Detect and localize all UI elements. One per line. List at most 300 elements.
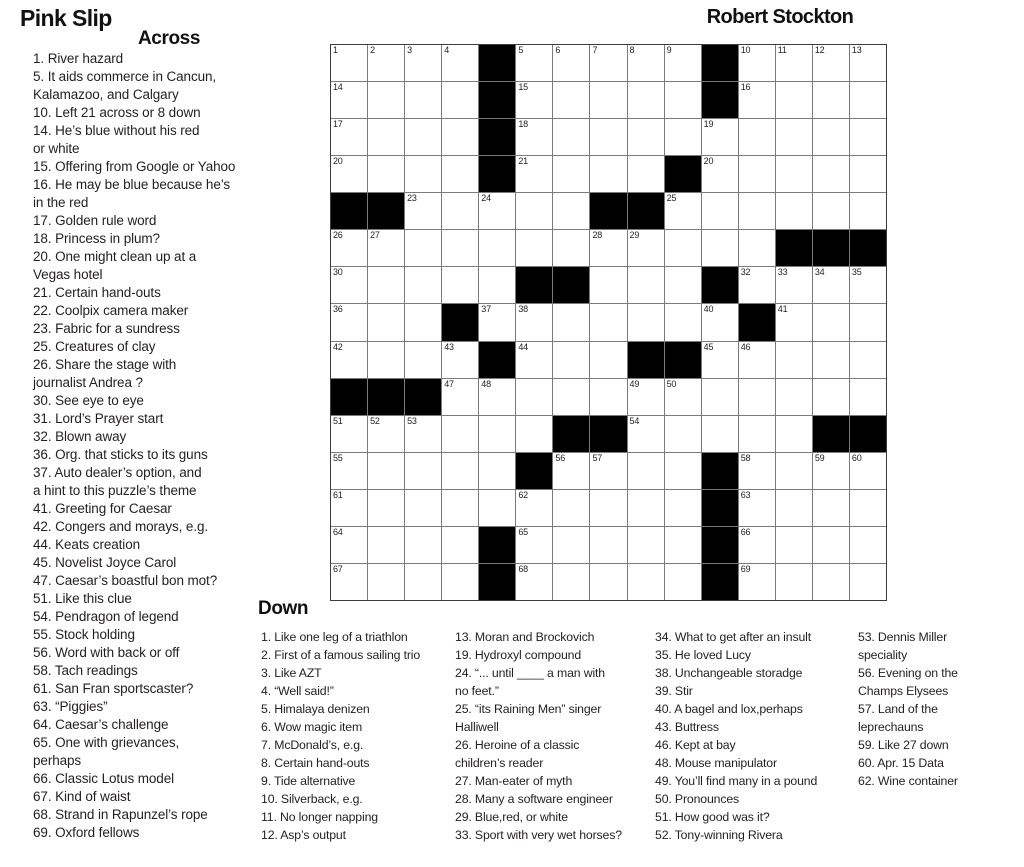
- clue-line: 22. Coolpix camera maker: [33, 303, 189, 318]
- clue-line: 14. He’s blue without his red: [33, 123, 200, 138]
- grid-cell[interactable]: [553, 379, 589, 415]
- grid-cell[interactable]: [590, 564, 626, 600]
- clue-line: Kalamazoo, and Calgary: [33, 87, 179, 102]
- cell-number: 6: [555, 45, 561, 55]
- grid-cell[interactable]: [553, 45, 589, 81]
- clue-line: 10. Left 21 across or 8 down: [33, 105, 201, 120]
- cell-number: 57: [592, 452, 603, 463]
- grid-cell[interactable]: [628, 119, 664, 155]
- grid-cell[interactable]: [405, 304, 441, 340]
- grid-cell[interactable]: [702, 304, 738, 340]
- grid-cell[interactable]: [813, 304, 849, 340]
- grid-cell[interactable]: [368, 342, 404, 378]
- grid-cell[interactable]: [628, 156, 664, 192]
- grid-cell[interactable]: [368, 119, 404, 155]
- crossword-grid[interactable]: [330, 44, 887, 601]
- grid-cell[interactable]: [516, 82, 552, 118]
- grid-cell[interactable]: [739, 416, 775, 452]
- grid-cell[interactable]: [850, 193, 886, 229]
- grid-cell[interactable]: [665, 267, 701, 303]
- grid-cell[interactable]: [479, 230, 515, 266]
- cell-number: 5: [518, 45, 524, 55]
- grid-cell[interactable]: [368, 267, 404, 303]
- grid-cell[interactable]: [331, 416, 367, 452]
- grid-cell[interactable]: [331, 82, 367, 118]
- cell-number: 20: [333, 156, 343, 167]
- grid-cell[interactable]: [442, 82, 478, 118]
- grid-cell[interactable]: [442, 416, 478, 452]
- grid-cell[interactable]: [590, 379, 626, 415]
- grid-cell[interactable]: [813, 82, 849, 118]
- grid-cell-black: [739, 304, 775, 340]
- cell-number: 69: [740, 563, 751, 574]
- grid-cell[interactable]: [850, 453, 886, 489]
- grid-cell[interactable]: [850, 564, 886, 600]
- cell-number: 35: [851, 267, 862, 278]
- cell-number: 53: [407, 415, 417, 426]
- grid-cell[interactable]: [776, 119, 812, 155]
- clue-line: 23. Fabric for a sundress: [33, 321, 180, 336]
- clue-line: in the red: [33, 195, 89, 210]
- grid-cell[interactable]: [813, 156, 849, 192]
- grid-cell[interactable]: [739, 379, 775, 415]
- cell-number: 66: [740, 526, 751, 537]
- cell-number: 24: [481, 193, 491, 204]
- grid-cell[interactable]: [405, 564, 441, 600]
- grid-cell[interactable]: [776, 416, 812, 452]
- grid-cell[interactable]: [368, 453, 404, 489]
- grid-cell-black: [702, 490, 738, 526]
- grid-cell[interactable]: [665, 453, 701, 489]
- grid-cell-black: [702, 82, 738, 118]
- clue-line: 68. Strand in Rapunzel’s rope: [33, 807, 208, 822]
- grid-cell[interactable]: [442, 564, 478, 600]
- grid-cell[interactable]: [739, 342, 775, 378]
- grid-cell[interactable]: [331, 119, 367, 155]
- clue-line: 1. River hazard: [33, 51, 124, 66]
- clue-line: 27. Man-eater of myth: [455, 774, 573, 788]
- grid-cell[interactable]: [628, 564, 664, 600]
- cell-number: 64: [333, 526, 343, 537]
- clue-line: 3. Like AZT: [261, 666, 322, 680]
- grid-cell[interactable]: [739, 267, 775, 303]
- clue-line: 34. What to get after an insult: [655, 630, 811, 644]
- grid-cell[interactable]: [590, 82, 626, 118]
- grid-cell[interactable]: [442, 193, 478, 229]
- cell-number: 56: [555, 452, 566, 463]
- grid-cell[interactable]: [553, 82, 589, 118]
- grid-cell[interactable]: [479, 379, 515, 415]
- grid-cell-black: [368, 379, 404, 415]
- grid-cell[interactable]: [590, 304, 626, 340]
- grid-cell[interactable]: [776, 527, 812, 563]
- grid-cell[interactable]: [850, 490, 886, 526]
- grid-cell[interactable]: [628, 527, 664, 563]
- cell-number: 8: [629, 45, 635, 55]
- grid-cell[interactable]: [442, 453, 478, 489]
- cell-number: 28: [592, 230, 603, 241]
- grid-cell[interactable]: [479, 267, 515, 303]
- grid-cell[interactable]: [813, 193, 849, 229]
- author-name: Robert Stockton: [706, 6, 854, 28]
- grid-cell[interactable]: [331, 527, 367, 563]
- grid-cell[interactable]: [405, 342, 441, 378]
- clue-line: 48. Mouse manipulator: [655, 756, 777, 770]
- grid-cell[interactable]: [739, 230, 775, 266]
- grid-cell[interactable]: [739, 453, 775, 489]
- cell-number: 20: [703, 156, 714, 167]
- grid-cell-black: [813, 230, 849, 266]
- clue-line: 63. “Piggies”: [33, 699, 108, 714]
- grid-cell[interactable]: [368, 416, 404, 452]
- grid-cell[interactable]: [739, 193, 775, 229]
- cell-number: 46: [740, 341, 751, 352]
- clue-line: 61. San Fran sportscaster?: [33, 681, 194, 696]
- grid-cell[interactable]: [850, 304, 886, 340]
- grid-cell[interactable]: [813, 490, 849, 526]
- grid-cell[interactable]: [442, 119, 478, 155]
- cell-number: 21: [518, 156, 528, 167]
- grid-cell[interactable]: [442, 527, 478, 563]
- grid-cell[interactable]: [479, 416, 515, 452]
- grid-cell[interactable]: [405, 230, 441, 266]
- clue-line: 26. Share the stage with: [33, 357, 177, 372]
- clue-line: 44. Keats creation: [33, 537, 141, 552]
- grid-cell-black: [702, 527, 738, 563]
- grid-cell[interactable]: [590, 156, 626, 192]
- clue-line: 9. Tide alternative: [261, 774, 356, 788]
- grid-cell[interactable]: [479, 490, 515, 526]
- grid-cell[interactable]: [813, 342, 849, 378]
- grid-cell[interactable]: [850, 45, 886, 81]
- clue-line: 25. “its Raining Men” singer: [455, 702, 602, 716]
- grid-cell[interactable]: [776, 267, 812, 303]
- grid-cell[interactable]: [739, 82, 775, 118]
- grid-cell[interactable]: [553, 156, 589, 192]
- grid-cell[interactable]: [776, 304, 812, 340]
- grid-cell[interactable]: [628, 453, 664, 489]
- grid-cell[interactable]: [516, 416, 552, 452]
- grid-cell[interactable]: [590, 119, 626, 155]
- grid-cell[interactable]: [813, 45, 849, 81]
- clue-line: 67. Kind of waist: [33, 789, 131, 804]
- grid-cell[interactable]: [442, 156, 478, 192]
- grid-cell[interactable]: [405, 45, 441, 81]
- clue-line: 41. Greeting for Caesar: [33, 501, 172, 516]
- grid-cell[interactable]: [368, 304, 404, 340]
- grid-cell[interactable]: [665, 527, 701, 563]
- clue-line: 31. Lord’s Prayer start: [33, 411, 164, 426]
- grid-cell[interactable]: [442, 267, 478, 303]
- grid-cell-black: [331, 379, 367, 415]
- grid-cell[interactable]: [368, 564, 404, 600]
- grid-cell[interactable]: [553, 230, 589, 266]
- grid-cell[interactable]: [331, 564, 367, 600]
- grid-cell[interactable]: [442, 490, 478, 526]
- cell-number: 41: [777, 304, 788, 315]
- grid-cell[interactable]: [479, 304, 515, 340]
- cell-number: 44: [518, 341, 528, 352]
- grid-cell[interactable]: [516, 45, 552, 81]
- cell-number: 19: [703, 119, 714, 130]
- grid-cell[interactable]: [368, 45, 404, 81]
- grid-cell[interactable]: [739, 490, 775, 526]
- grid-cell[interactable]: [813, 119, 849, 155]
- grid-cell-black: [628, 193, 664, 229]
- cell-number: 32: [740, 267, 751, 278]
- down-clue-list-col3: [655, 628, 817, 844]
- grid-cell[interactable]: [628, 267, 664, 303]
- cell-number: 11: [777, 45, 787, 55]
- grid-cell[interactable]: [665, 379, 701, 415]
- grid-cell[interactable]: [628, 45, 664, 81]
- clue-line: 66. Classic Lotus model: [33, 771, 175, 786]
- grid-cell[interactable]: [516, 230, 552, 266]
- grid-cell[interactable]: [702, 119, 738, 155]
- grid-cell[interactable]: [553, 342, 589, 378]
- grid-cell[interactable]: [850, 527, 886, 563]
- grid-cell[interactable]: [813, 564, 849, 600]
- grid-cell[interactable]: [850, 379, 886, 415]
- grid-cell[interactable]: [442, 45, 478, 81]
- grid-cell[interactable]: [590, 267, 626, 303]
- grid-cell[interactable]: [628, 490, 664, 526]
- clue-line: 32. Blown away: [33, 429, 127, 444]
- cell-number: 33: [777, 267, 788, 278]
- grid-cell[interactable]: [331, 342, 367, 378]
- grid-cell[interactable]: [405, 156, 441, 192]
- grid-cell-black: [628, 342, 664, 378]
- grid-cell[interactable]: [405, 119, 441, 155]
- clue-line: 1. Like one leg of a triathlon: [261, 630, 408, 644]
- grid-cell[interactable]: [368, 527, 404, 563]
- grid-cell[interactable]: [628, 304, 664, 340]
- grid-cell[interactable]: [776, 156, 812, 192]
- clue-line: 53. Dennis Miller: [858, 630, 948, 644]
- grid-cell[interactable]: [850, 156, 886, 192]
- clue-line: 17. Golden rule word: [33, 213, 157, 228]
- clue-line: 58. Tach readings: [33, 663, 138, 678]
- grid-cell[interactable]: [776, 490, 812, 526]
- cell-number: 49: [629, 378, 640, 389]
- cell-number: 37: [481, 304, 491, 315]
- clue-line: 46. Kept at bay: [655, 738, 736, 752]
- grid-cell[interactable]: [553, 490, 589, 526]
- grid-cell[interactable]: [405, 416, 441, 452]
- clue-line: 40. A bagel and lox,perhaps: [655, 702, 803, 716]
- clue-line: 19. Hydroxyl compound: [455, 648, 582, 662]
- grid-cell[interactable]: [590, 490, 626, 526]
- grid-cell[interactable]: [702, 156, 738, 192]
- grid-cell[interactable]: [628, 230, 664, 266]
- grid-cell[interactable]: [331, 453, 367, 489]
- grid-cell[interactable]: [516, 379, 552, 415]
- grid-cell[interactable]: [590, 453, 626, 489]
- grid-cell[interactable]: [739, 156, 775, 192]
- grid-cell[interactable]: [813, 527, 849, 563]
- grid-cell[interactable]: [702, 416, 738, 452]
- grid-cell[interactable]: [368, 230, 404, 266]
- clue-line: 16. He may be blue because he’s: [33, 177, 231, 192]
- grid-cell[interactable]: [516, 342, 552, 378]
- grid-cell[interactable]: [776, 82, 812, 118]
- grid-cell[interactable]: [590, 45, 626, 81]
- clue-line: 8. Certain hand-outs: [261, 756, 370, 770]
- grid-cell[interactable]: [665, 416, 701, 452]
- grid-cell[interactable]: [665, 304, 701, 340]
- grid-cell[interactable]: [516, 119, 552, 155]
- down-clue-list-col2: [455, 628, 622, 844]
- cell-number: 61: [333, 489, 343, 500]
- grid-cell[interactable]: [553, 193, 589, 229]
- grid-cell[interactable]: [850, 82, 886, 118]
- cell-number: 48: [481, 378, 491, 389]
- clue-line: 64. Caesar’s challenge: [33, 717, 169, 732]
- grid-cell[interactable]: [368, 82, 404, 118]
- grid-cell[interactable]: [442, 230, 478, 266]
- grid-cell[interactable]: [331, 267, 367, 303]
- grid-cell-black: [479, 527, 515, 563]
- grid-cell[interactable]: [665, 193, 701, 229]
- grid-cell-black: [702, 453, 738, 489]
- grid-cell[interactable]: [331, 490, 367, 526]
- clue-line: 62. Wine container: [858, 774, 958, 788]
- cell-number: 15: [518, 82, 528, 93]
- clue-line: 10. Silverback, e.g.: [261, 792, 363, 806]
- grid-cell[interactable]: [405, 267, 441, 303]
- grid-cell[interactable]: [813, 267, 849, 303]
- grid-cell[interactable]: [442, 342, 478, 378]
- grid-cell[interactable]: [553, 564, 589, 600]
- grid-cell[interactable]: [590, 527, 626, 563]
- grid-cell[interactable]: [590, 342, 626, 378]
- cell-number: 42: [333, 341, 343, 352]
- clue-line: 37. Auto dealer’s option, and: [33, 465, 202, 480]
- clue-line: 24. “... until ____ a man with: [455, 666, 605, 680]
- grid-cell[interactable]: [813, 453, 849, 489]
- clue-line: 15. Offering from Google or Yahoo: [33, 159, 236, 174]
- grid-cell[interactable]: [665, 564, 701, 600]
- grid-cell[interactable]: [776, 379, 812, 415]
- down-heading: Down: [258, 598, 309, 619]
- grid-cell-black: [813, 416, 849, 452]
- grid-cell[interactable]: [516, 193, 552, 229]
- clue-line: 36. Org. that sticks to its guns: [33, 447, 208, 462]
- grid-cell[interactable]: [739, 45, 775, 81]
- grid-cell[interactable]: [553, 304, 589, 340]
- grid-cell[interactable]: [479, 193, 515, 229]
- cell-number: 30: [333, 267, 343, 278]
- clue-line: 5. It aids commerce in Cancun,: [33, 69, 217, 84]
- grid-cell[interactable]: [553, 453, 589, 489]
- grid-cell[interactable]: [702, 379, 738, 415]
- grid-cell[interactable]: [628, 82, 664, 118]
- grid-cell[interactable]: [628, 379, 664, 415]
- grid-cell[interactable]: [331, 156, 367, 192]
- grid-cell[interactable]: [479, 453, 515, 489]
- cell-number: 51: [333, 415, 343, 426]
- clue-line: 29. Blue,red, or white: [455, 810, 568, 824]
- clue-line: 55. Stock holding: [33, 627, 135, 642]
- grid-cell[interactable]: [665, 230, 701, 266]
- grid-cell[interactable]: [665, 45, 701, 81]
- clue-line: leprechauns: [858, 720, 924, 734]
- grid-cell[interactable]: [776, 453, 812, 489]
- grid-cell[interactable]: [665, 82, 701, 118]
- grid-cell[interactable]: [331, 45, 367, 81]
- grid-cell-black: [702, 267, 738, 303]
- cell-number: 60: [851, 452, 862, 463]
- cell-number: 50: [666, 378, 677, 389]
- grid-cell[interactable]: [405, 193, 441, 229]
- grid-cell[interactable]: [628, 416, 664, 452]
- grid-cell[interactable]: [850, 342, 886, 378]
- grid-cell[interactable]: [516, 527, 552, 563]
- grid-cell[interactable]: [739, 527, 775, 563]
- grid-cell[interactable]: [405, 453, 441, 489]
- grid-cell[interactable]: [405, 490, 441, 526]
- cell-number: 54: [629, 415, 640, 426]
- grid-cell[interactable]: [368, 156, 404, 192]
- clue-line: 69. Oxford fellows: [33, 825, 140, 840]
- grid-cell[interactable]: [702, 193, 738, 229]
- grid-cell[interactable]: [405, 527, 441, 563]
- cell-number: 25: [666, 193, 677, 204]
- clue-line: Champs Elysees: [858, 684, 949, 698]
- grid-cell-black: [590, 416, 626, 452]
- grid-cell[interactable]: [553, 119, 589, 155]
- grid-cell[interactable]: [665, 119, 701, 155]
- grid-cell-black: [665, 156, 701, 192]
- grid-cell-black: [702, 45, 738, 81]
- grid-cell[interactable]: [702, 342, 738, 378]
- grid-cell[interactable]: [331, 304, 367, 340]
- grid-cell[interactable]: [665, 490, 701, 526]
- clue-line: 5. Himalaya denizen: [261, 702, 370, 716]
- grid-cell[interactable]: [442, 379, 478, 415]
- cell-number: 52: [370, 415, 380, 426]
- grid-cell[interactable]: [516, 156, 552, 192]
- grid-cell[interactable]: [850, 267, 886, 303]
- cell-number: 36: [333, 304, 343, 315]
- grid-cell[interactable]: [850, 119, 886, 155]
- grid-cell[interactable]: [368, 490, 404, 526]
- grid-cell[interactable]: [776, 45, 812, 81]
- grid-cell[interactable]: [813, 379, 849, 415]
- grid-cell[interactable]: [516, 490, 552, 526]
- grid-cell[interactable]: [553, 527, 589, 563]
- grid-cell-black: [665, 342, 701, 378]
- cell-number: 47: [444, 378, 454, 389]
- grid-cell[interactable]: [739, 119, 775, 155]
- grid-cell[interactable]: [516, 564, 552, 600]
- grid-cell-black: [702, 564, 738, 600]
- grid-cell[interactable]: [405, 82, 441, 118]
- grid-cell[interactable]: [776, 193, 812, 229]
- grid-cell[interactable]: [590, 230, 626, 266]
- cell-number: 1: [333, 45, 338, 55]
- grid-cell[interactable]: [702, 230, 738, 266]
- grid-cell[interactable]: [776, 564, 812, 600]
- grid-cell[interactable]: [739, 564, 775, 600]
- grid-cell[interactable]: [331, 230, 367, 266]
- clue-line: Vegas hotel: [33, 267, 103, 282]
- grid-cell[interactable]: [516, 304, 552, 340]
- cell-number: 55: [333, 452, 343, 463]
- grid-cell[interactable]: [776, 342, 812, 378]
- clue-line: 35. He loved Lucy: [655, 648, 751, 662]
- cell-number: 62: [518, 489, 528, 500]
